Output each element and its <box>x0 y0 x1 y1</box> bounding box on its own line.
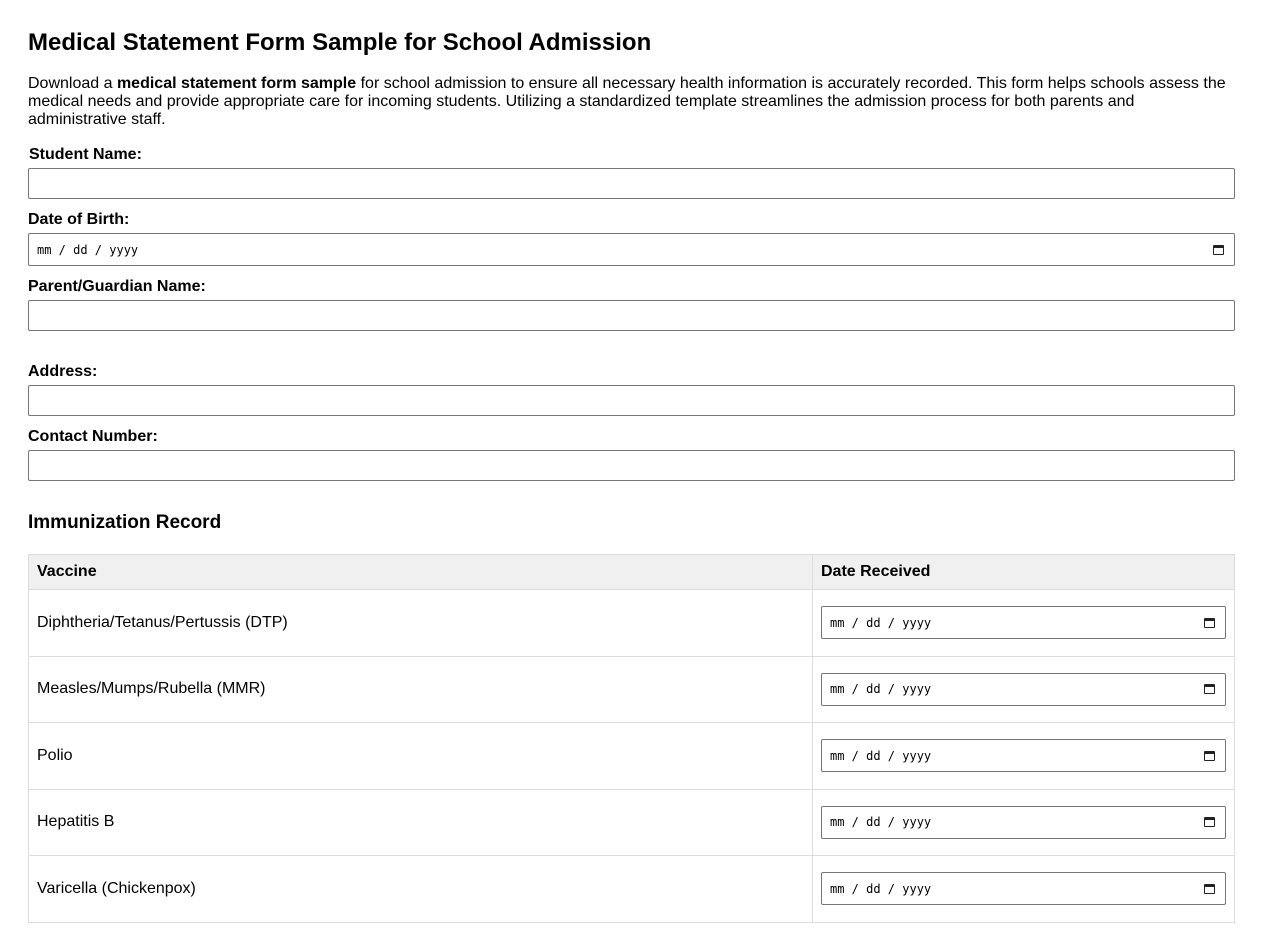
date-placeholder: mm / dd / yyyy <box>830 682 932 697</box>
date-cell <box>813 856 1235 923</box>
immunization-heading: Immunization Record <box>28 512 222 533</box>
table-header-row <box>29 555 1235 590</box>
dob-label: Date of Birth: <box>28 211 130 228</box>
date-received-input[interactable] <box>821 872 1226 905</box>
date-received-input[interactable] <box>821 673 1226 706</box>
column-header-vaccine: Vaccine <box>29 555 813 590</box>
dob-input[interactable] <box>28 233 1235 266</box>
guardian-input[interactable] <box>28 300 1235 331</box>
intro-text: Download a <box>28 75 117 92</box>
immunization-table <box>28 554 1235 923</box>
vaccine-name: Measles/Mumps/Rubella (MMR) <box>29 656 813 723</box>
date-received-input[interactable] <box>821 806 1226 839</box>
intro-bold-text: medical statement form sample <box>116 75 357 92</box>
intro-text-rest: for school admission to ensure all necessary health information is accurately recorded. This form helps schools assess the medical needs and provide appropriate care for incoming students. Utilizing a standardized template streamlines the admission process for both parents and administrative staff. <box>28 75 1226 128</box>
date-placeholder: mm / dd / yyyy <box>830 748 932 763</box>
table-row <box>29 856 1235 923</box>
date-received-input[interactable] <box>821 739 1226 772</box>
vaccine-name: Diphtheria/Tetanus/Pertussis (DTP) <box>29 590 813 657</box>
contact-input[interactable] <box>28 450 1235 481</box>
guardian-label: Parent/Guardian Name: <box>28 278 206 295</box>
table-row <box>29 590 1235 657</box>
date-placeholder: mm / dd / yyyy <box>830 881 932 896</box>
calendar-icon[interactable] <box>1204 618 1215 628</box>
address-label: Address: <box>28 363 98 380</box>
calendar-icon[interactable] <box>1213 245 1224 255</box>
table-row <box>29 723 1235 790</box>
date-cell <box>813 789 1235 856</box>
vaccine-name: Hepatitis B <box>29 789 813 856</box>
intro-paragraph <box>28 75 1235 129</box>
vaccine-name: Varicella (Chickenpox) <box>29 856 813 923</box>
student-name-label: Student Name: <box>29 146 142 163</box>
table-row <box>29 656 1235 723</box>
date-received-input[interactable] <box>821 606 1226 639</box>
student-name-input[interactable] <box>28 168 1235 199</box>
column-header-date: Date Received <box>813 555 1235 590</box>
calendar-icon[interactable] <box>1204 817 1215 827</box>
date-cell <box>813 656 1235 723</box>
calendar-icon[interactable] <box>1204 751 1215 761</box>
address-input[interactable] <box>28 385 1235 416</box>
page-title: Medical Statement Form Sample for School Admission <box>28 29 652 56</box>
calendar-icon[interactable] <box>1204 884 1215 894</box>
calendar-icon[interactable] <box>1204 684 1215 694</box>
date-cell <box>813 723 1235 790</box>
table-row <box>29 789 1235 856</box>
date-cell <box>813 590 1235 657</box>
dob-placeholder: mm / dd / yyyy <box>37 242 139 257</box>
date-placeholder: mm / dd / yyyy <box>830 615 932 630</box>
date-placeholder: mm / dd / yyyy <box>830 815 932 830</box>
contact-label: Contact Number: <box>28 428 158 445</box>
vaccine-name: Polio <box>29 723 813 790</box>
